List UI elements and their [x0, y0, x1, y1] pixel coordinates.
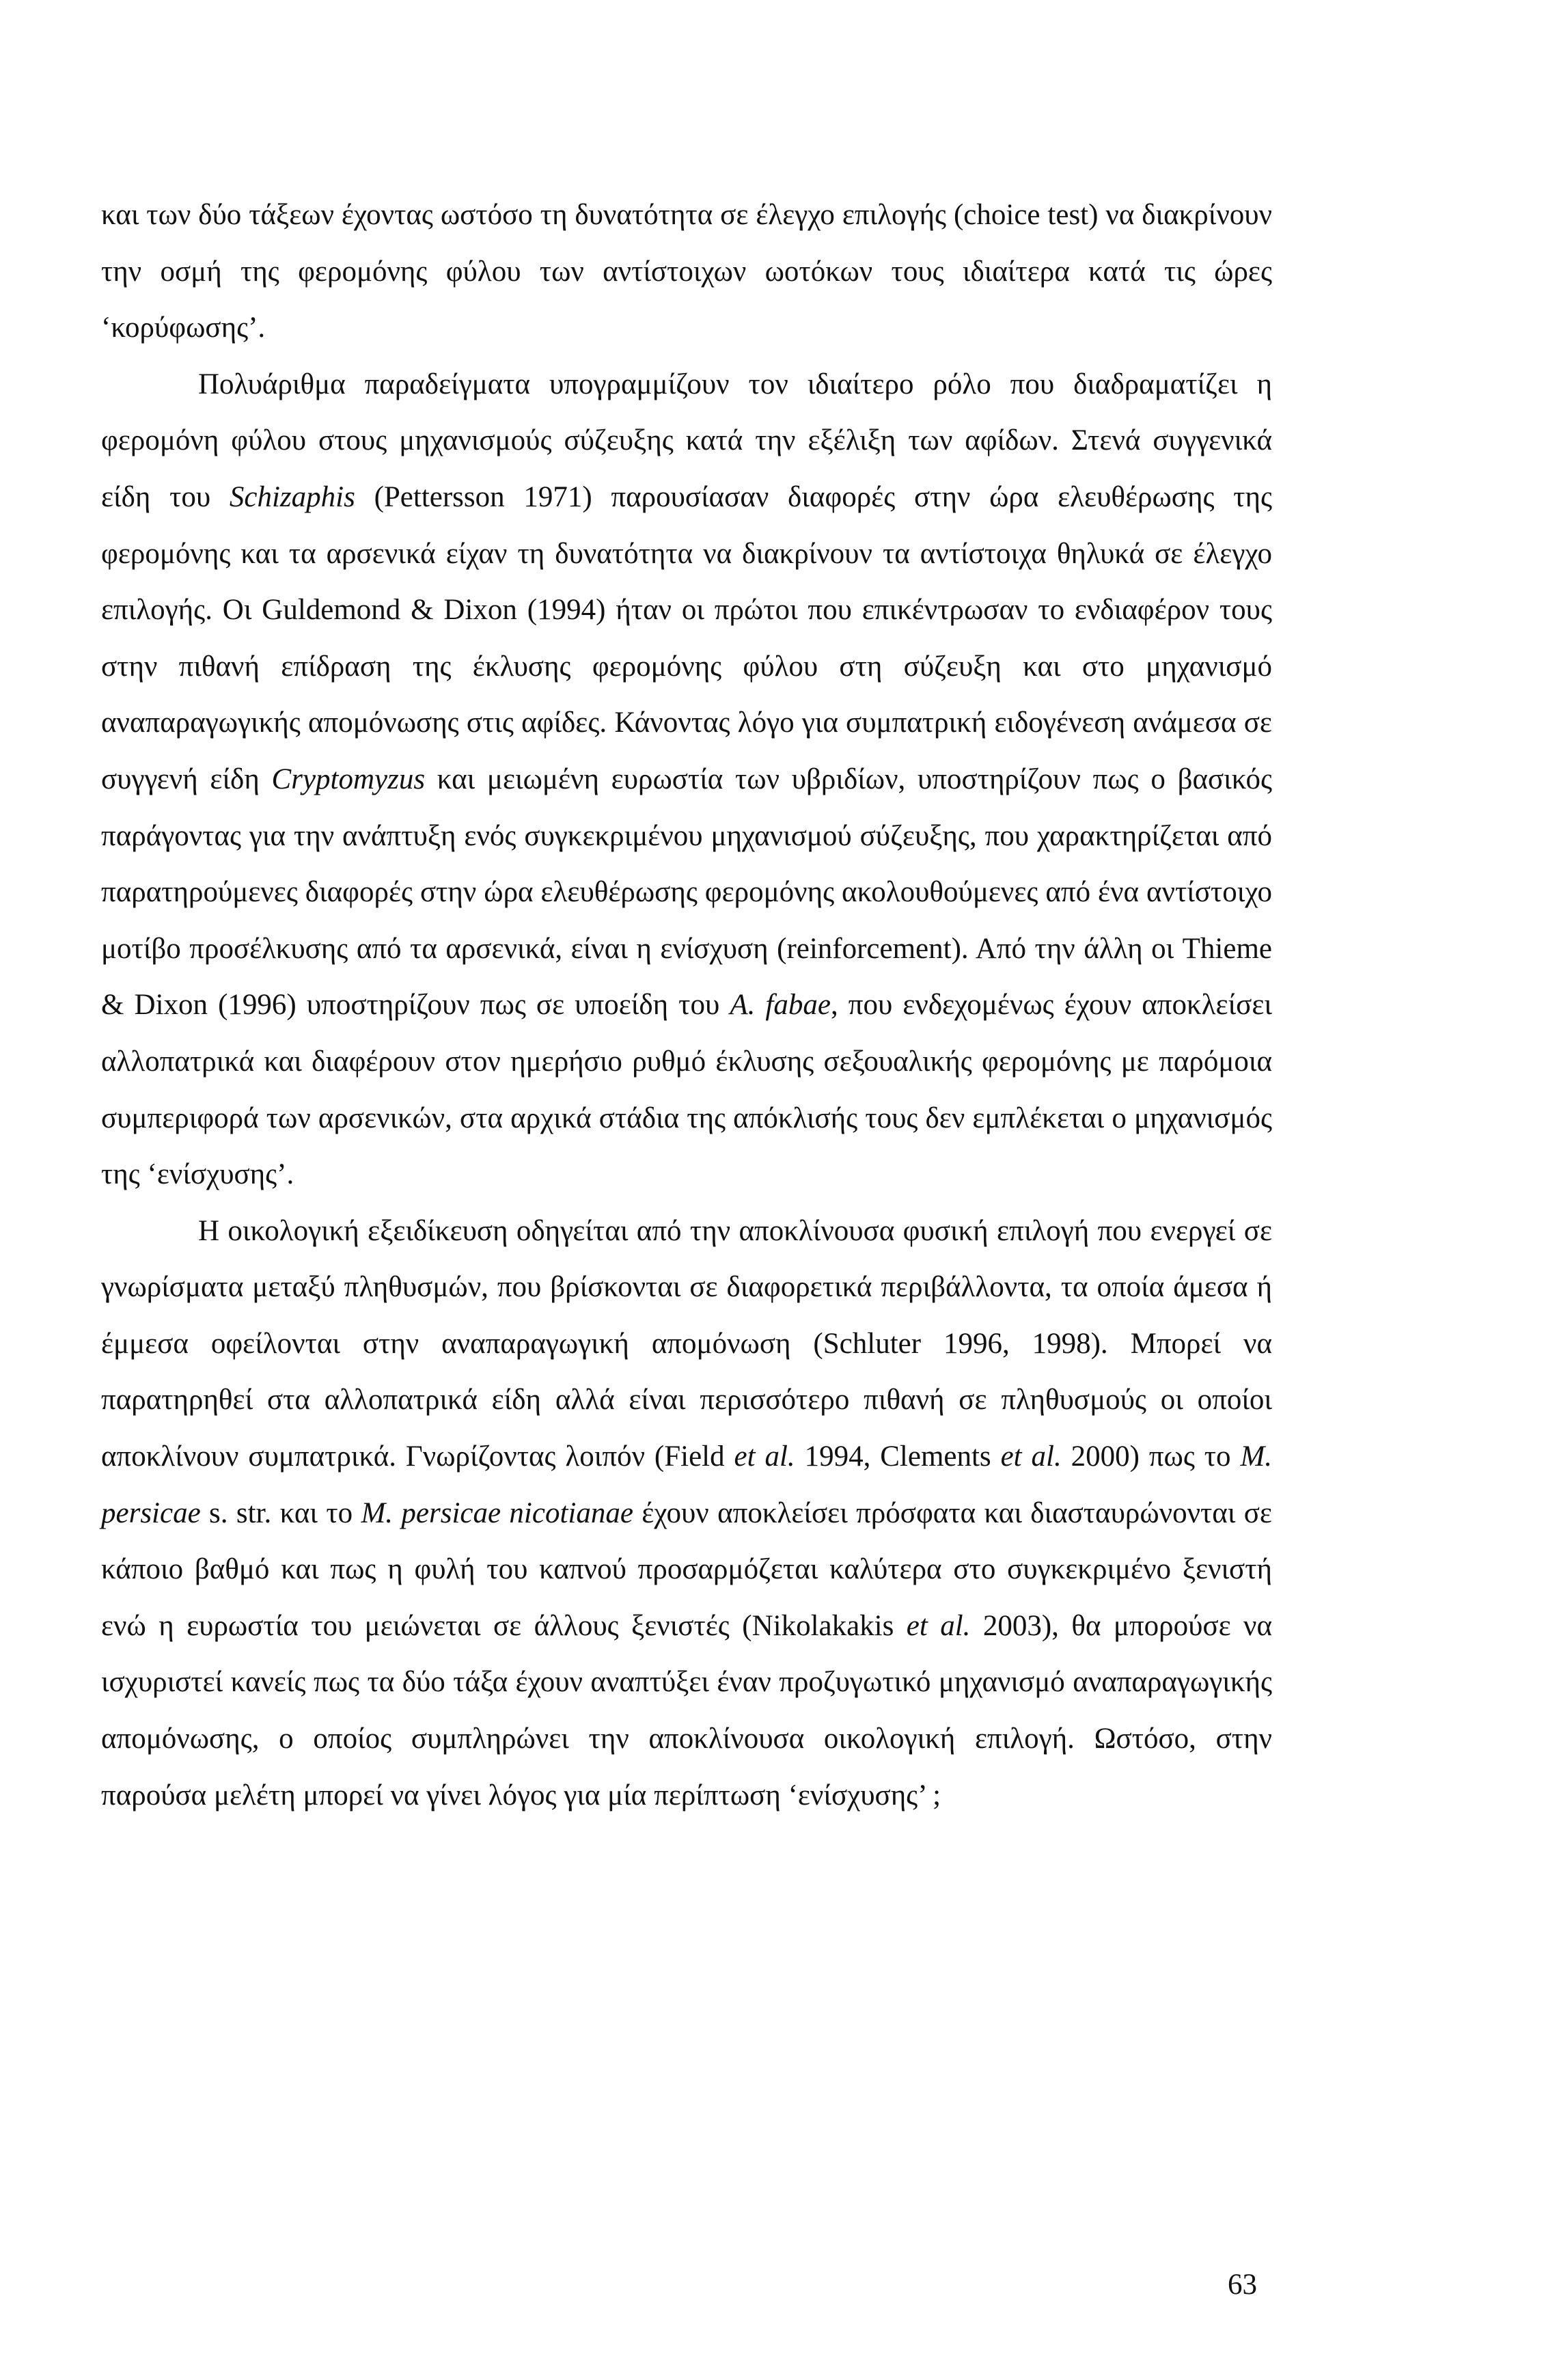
- paragraph-3: [101, 1203, 1272, 1824]
- page-number: 63: [1228, 2269, 1257, 2301]
- italic-text-run: et al.: [734, 1440, 795, 1473]
- text-run: , που ενδεχομένως έχουν αποκλείσει αλλοπατρικά και διαφέρουν στον ημερήσιο ρυθμό έκλυσης σεξουαλικής φερομόνης με παρόμοια συμπεριφορά των αρσενικών, στα αρχικά στάδια της απόκλισής τους δεν εμπλέκεται ο μηχανισμός της ‘ενίσχυσης’.: [101, 989, 1272, 1191]
- paragraph-2: [101, 357, 1272, 1203]
- paragraph-1: [101, 187, 1272, 357]
- italic-text-run: A. fabae: [730, 989, 831, 1022]
- body-text: [101, 187, 1272, 1824]
- italic-text-run: M. persicae: [101, 1440, 1273, 1529]
- text-run: 2000) πως το: [1061, 1440, 1241, 1473]
- italic-text-run: Cryptomyzus: [271, 763, 426, 795]
- italic-text-run: Schizaphis: [229, 480, 355, 513]
- text-run: 2003), θα μπορούσε να ισχυριστεί κανείς πως τα δύο τάξα έχουν αναπτύξει έναν προζυγωτικό μηχανισμό αναπαραγωγικής απομόνωσης, ο οποίος συμπληρώνει την αποκλίνουσα οικολογική επιλογή. Ωστόσο, στην παρούσα μελέτη μπορεί να γίνει λόγος για μία περίπτωση ‘ενίσχυσης’ ;: [101, 1609, 1273, 1811]
- text-run: 1994, Clements: [795, 1440, 1001, 1473]
- italic-text-run: et al.: [1000, 1440, 1062, 1473]
- italic-text-run: M. persicae nicotianae: [361, 1496, 633, 1529]
- text-run: έχουν αποκλείσει πρόσφατα και διασταυρώνονται σε κάποιο βαθμό και πως η φυλή του καπνού προσαρμόζεται καλύτερα στο συγκεκριμένο ξενιστή ενώ η ευρωστία του μειώνεται σε άλλους ξενιστές (Nikolakakis: [101, 1496, 1272, 1642]
- text-run: Η οικολογική εξειδίκευση οδηγείται από την αποκλίνουσα φυσική επιλογή που ενεργεί σε γνωρίσματα μεταξύ πληθυσμών, που βρίσκονται σε διαφορετικά περιβάλλοντα, τα οποία άμεσα ή έμμεσα οφείλονται στην αναπαραγωγική απομόνωση (Schluter 1996, 1998). Μπορεί να παρατηρηθεί στα αλλοπατρικά είδη αλλά είναι περισσότερο πιθανή σε πληθυσμούς οι οποίοι αποκλίνουν συμπατρικά. Γνωρίζοντας λοιπόν (Field: [101, 1214, 1272, 1473]
- text-run: Πολυάριθμα παραδείγματα υπογραμμίζουν τον ιδιαίτερο ρόλο που διαδραματίζει η φερομόνη φύλου στους μηχανισμούς σύζευξης κατά την εξέλιξη των αφίδων. Στενά συγγενικά είδη του: [101, 368, 1272, 513]
- text-run: (Pettersson 1971) παρουσίασαν διαφορές στην ώρα ελευθέρωσης της φερομόνης και τα αρσενικά είχαν τη δυνατότητα να διακρίνουν τα αντίστοιχα θηλυκά σε έλεγχο επιλογής. Οι Guldemond & Dixon (1994) ήταν οι πρώτοι που επικέντρωσαν το ενδιαφέρον τους στην πιθανή επίδραση της έκλυσης φερομόνης φύλου στη σύζευξη και στο μηχανισμό αναπαραγωγικής απομόνωσης στις αφίδες. Κάνοντας λόγο για συμπατρική ειδογένεση ανάμεσα σε συγγενή είδη: [101, 480, 1272, 795]
- italic-text-run: et al.: [906, 1609, 971, 1642]
- text-run: s. str. και το: [200, 1496, 361, 1529]
- text-run: και των δύο τάξεων έχοντας ωστόσο τη δυνατότητα σε έλεγχο επιλογής (choice test) να διακρίνουν την οσμή της φερομόνης φύλου των αντίστοιχων ωοτόκων τους ιδιαίτερα κατά τις ώρες ‘κορύφωσης’.: [101, 199, 1272, 344]
- text-run: και μειωμένη ευρωστία των υβριδίων, υποστηρίζουν πως ο βασικός παράγοντας για την ανάπτυξη ενός συγκεκριμένου μηχανισμού σύζευξης, που χαρακτηρίζεται από παρατηρούμενες διαφορές στην ώρα ελευθέρωσης φερομόνης ακολουθούμενες από ένα αντίστοιχο μοτίβο προσέλκυσης από τα αρσενικά, είναι η ενίσχυση (reinforcement). Από την άλλη οι Thieme & Dixon (1996) υποστηρίζουν πως σε υποείδη του: [101, 763, 1272, 1022]
